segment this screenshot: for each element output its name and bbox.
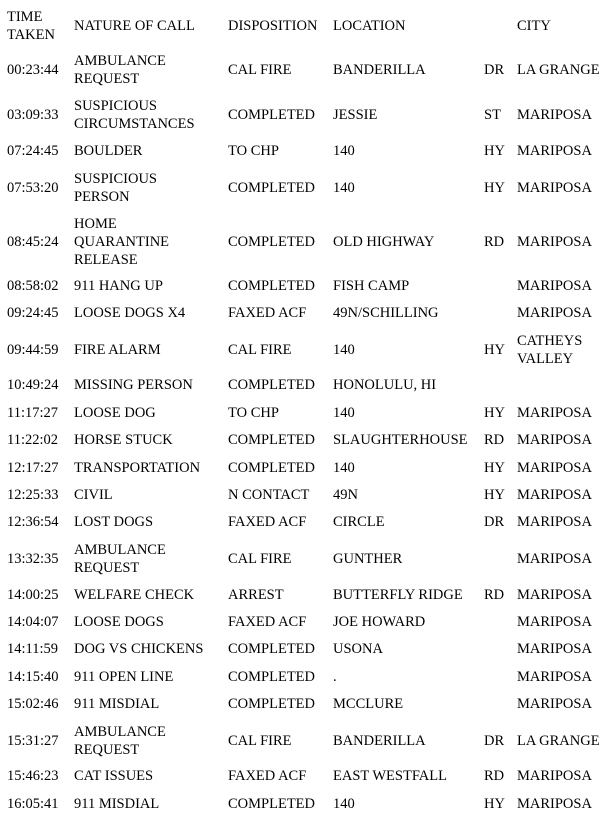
time-cell: 07:24:45 [7, 143, 59, 159]
nature-cell: CIVIL [74, 487, 113, 503]
disposition-cell: COMPLETED [228, 107, 315, 123]
city-cell: LA GRANGE [517, 62, 600, 78]
suffix-cell: ST [484, 107, 501, 123]
disposition-cell: COMPLETED [228, 641, 315, 657]
city-cell: MARIPOSA [517, 405, 592, 421]
time-cell: 11:17:27 [7, 405, 59, 421]
suffix-cell: HY [484, 342, 505, 358]
location-cell: 49N [333, 487, 358, 503]
nature-cell: LOOSE DOGS X4 [74, 305, 186, 321]
nature-cell: MISSING PERSON [74, 377, 193, 393]
location-cell: HONOLULU, HI [333, 377, 437, 393]
city-cell: MARIPOSA [517, 669, 592, 685]
city-cell: CATHEYS VALLEY [517, 333, 583, 367]
time-cell: 14:15:40 [7, 669, 59, 685]
location-cell: GUNTHER [333, 551, 403, 567]
suffix-cell: DR [484, 514, 505, 530]
nature-cell: AMBULANCE REQUEST [74, 542, 166, 576]
time-cell: 07:53:20 [7, 180, 59, 196]
location-cell: 49N/SCHILLING [333, 305, 439, 321]
suffix-cell: DR [484, 733, 505, 749]
time-cell: 11:22:02 [7, 432, 59, 448]
disposition-cell: ARREST [228, 587, 284, 603]
time-cell: 10:49:24 [7, 377, 59, 393]
location-cell: 140 [333, 143, 355, 159]
header-row [0, 8, 614, 44]
nature-cell: LOOSE DOGS [74, 614, 164, 630]
suffix-cell: HY [484, 143, 505, 159]
location-cell: CIRCLE [333, 514, 385, 530]
disposition-cell: COMPLETED [228, 432, 315, 448]
nature-cell: 911 HANG UP [74, 278, 163, 294]
nature-cell: BOULDER [74, 143, 143, 159]
suffix-cell: DR [484, 62, 505, 78]
location-cell: FISH CAMP [333, 278, 410, 294]
nature-cell: 911 MISDIAL [74, 696, 160, 712]
disposition-cell: COMPLETED [228, 377, 315, 393]
nature-cell: HORSE STUCK [74, 432, 173, 448]
nature-cell: HOME QUARANTINE RELEASE [74, 216, 170, 268]
location-cell: SLAUGHTERHOUSE [333, 432, 468, 448]
time-cell: 14:11:59 [7, 641, 59, 657]
location-cell: 140 [333, 796, 355, 812]
city-cell: MARIPOSA [517, 487, 592, 503]
city-cell: MARIPOSA [517, 143, 592, 159]
city-cell: MARIPOSA [517, 641, 592, 657]
disposition-cell: COMPLETED [228, 180, 315, 196]
suffix-cell: RD [484, 234, 505, 250]
disposition-cell: CAL FIRE [228, 551, 292, 567]
location-cell: 140 [333, 460, 355, 476]
location-cell: 140 [333, 180, 355, 196]
time-cell: 09:24:45 [7, 305, 59, 321]
header-nature: NATURE OF CALL [74, 18, 195, 34]
disposition-cell: FAXED ACF [228, 614, 307, 630]
disposition-cell: FAXED ACF [228, 768, 307, 784]
time-cell: 08:58:02 [7, 278, 59, 294]
suffix-cell: HY [484, 796, 505, 812]
city-cell: LA GRANGE [517, 733, 600, 749]
nature-cell: TRANSPORTATION [74, 460, 201, 476]
location-cell: BANDERILLA [333, 733, 426, 749]
location-cell: 140 [333, 342, 355, 358]
header-city: CITY [517, 18, 551, 34]
disposition-cell: TO CHP [228, 143, 279, 159]
header-location: LOCATION [333, 18, 406, 34]
time-cell: 15:31:27 [7, 733, 59, 749]
disposition-cell: COMPLETED [228, 460, 315, 476]
city-cell: MARIPOSA [517, 514, 592, 530]
suffix-cell: RD [484, 768, 505, 784]
city-cell: MARIPOSA [517, 768, 592, 784]
city-cell: MARIPOSA [517, 614, 592, 630]
time-cell: 00:23:44 [7, 62, 59, 78]
nature-cell: AMBULANCE REQUEST [74, 53, 166, 87]
nature-cell: 911 OPEN LINE [74, 669, 174, 685]
nature-cell: WELFARE CHECK [74, 587, 195, 603]
time-cell: 12:25:33 [7, 487, 59, 503]
time-cell: 09:44:59 [7, 342, 59, 358]
time-cell: 03:09:33 [7, 107, 59, 123]
city-cell: MARIPOSA [517, 460, 592, 476]
nature-cell: SUSPICIOUS PERSON [74, 171, 157, 205]
disposition-cell: N CONTACT [228, 487, 310, 503]
time-cell: 08:45:24 [7, 234, 59, 250]
time-cell: 12:36:54 [7, 514, 59, 530]
disposition-cell: FAXED ACF [228, 305, 307, 321]
location-cell: MCCLURE [333, 696, 404, 712]
city-cell: MARIPOSA [517, 234, 592, 250]
header-time: TIME TAKEN [7, 9, 55, 43]
city-cell: MARIPOSA [517, 180, 592, 196]
nature-cell: DOG VS CHICKENS [74, 641, 204, 657]
location-cell: JOE HOWARD [333, 614, 426, 630]
city-cell: MARIPOSA [517, 696, 592, 712]
city-cell: MARIPOSA [517, 432, 592, 448]
suffix-cell: RD [484, 432, 505, 448]
disposition-cell: COMPLETED [228, 234, 315, 250]
location-cell: USONA [333, 641, 383, 657]
nature-cell: SUSPICIOUS CIRCUMSTANCES [74, 98, 195, 132]
location-cell: OLD HIGHWAY [333, 234, 435, 250]
location-cell: . [333, 669, 337, 685]
time-cell: 14:04:07 [7, 614, 59, 630]
city-cell: MARIPOSA [517, 305, 592, 321]
location-cell: JESSIE [333, 107, 378, 123]
city-cell: MARIPOSA [517, 278, 592, 294]
suffix-cell: HY [484, 180, 505, 196]
disposition-cell: COMPLETED [228, 796, 315, 812]
header-disposition: DISPOSITION [228, 18, 318, 34]
disposition-cell: COMPLETED [228, 669, 315, 685]
suffix-cell: HY [484, 405, 505, 421]
nature-cell: FIRE ALARM [74, 342, 161, 358]
nature-cell: CAT ISSUES [74, 768, 154, 784]
time-cell: 14:00:25 [7, 587, 59, 603]
city-cell: MARIPOSA [517, 796, 592, 812]
city-cell: MARIPOSA [517, 587, 592, 603]
time-cell: 15:02:46 [7, 696, 59, 712]
disposition-cell: CAL FIRE [228, 62, 292, 78]
time-cell: 12:17:27 [7, 460, 59, 476]
city-cell: MARIPOSA [517, 551, 592, 567]
suffix-cell: HY [484, 460, 505, 476]
time-cell: 16:05:41 [7, 796, 59, 812]
suffix-cell: HY [484, 487, 505, 503]
disposition-cell: TO CHP [228, 405, 279, 421]
nature-cell: LOST DOGS [74, 514, 154, 530]
location-cell: BUTTERFLY RIDGE [333, 587, 463, 603]
disposition-cell: CAL FIRE [228, 733, 292, 749]
location-cell: 140 [333, 405, 355, 421]
nature-cell: AMBULANCE REQUEST [74, 724, 166, 758]
nature-cell: 911 MISDIAL [74, 796, 160, 812]
nature-cell: LOOSE DOG [74, 405, 156, 421]
disposition-cell: CAL FIRE [228, 342, 292, 358]
location-cell: EAST WESTFALL [333, 768, 447, 784]
disposition-cell: FAXED ACF [228, 514, 307, 530]
location-cell: BANDERILLA [333, 62, 426, 78]
suffix-cell: RD [484, 587, 505, 603]
city-cell: MARIPOSA [517, 107, 592, 123]
time-cell: 15:46:23 [7, 768, 59, 784]
time-cell: 13:32:35 [7, 551, 59, 567]
disposition-cell: COMPLETED [228, 696, 315, 712]
disposition-cell: COMPLETED [228, 278, 315, 294]
